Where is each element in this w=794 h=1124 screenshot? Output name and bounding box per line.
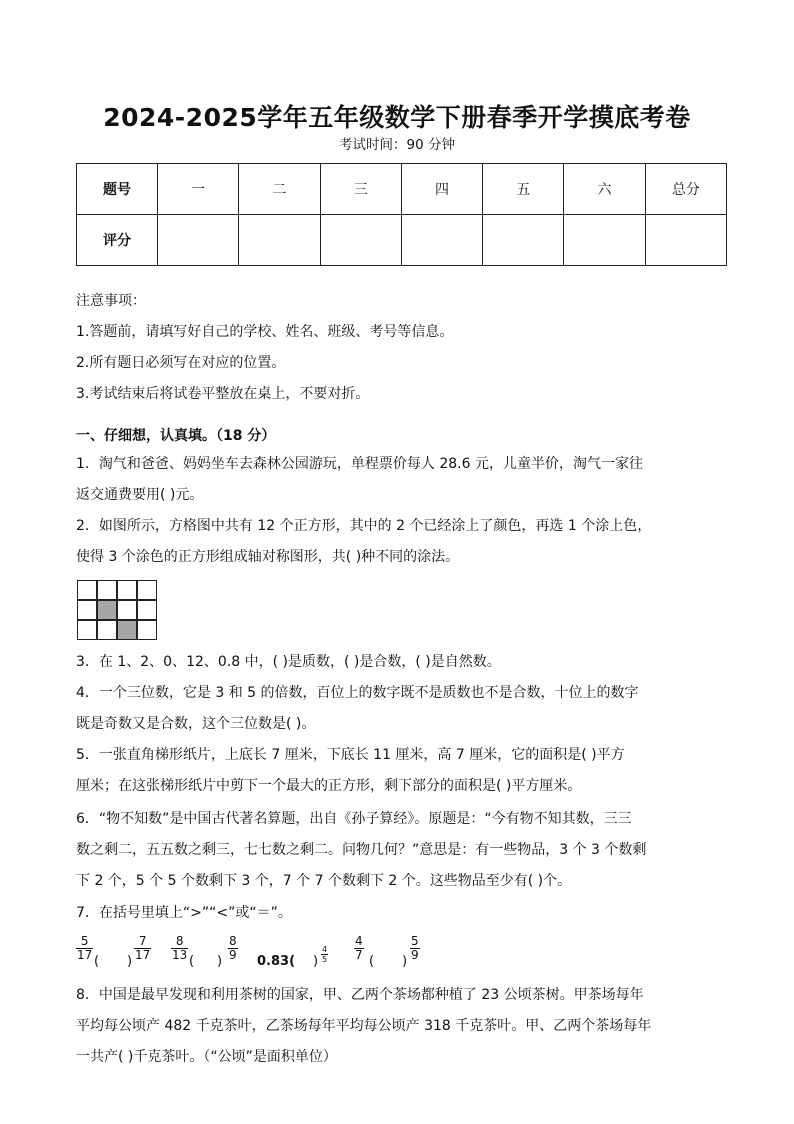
grid-cell (138, 621, 157, 640)
question-7 (76, 898, 726, 929)
grid-cell (98, 581, 117, 600)
answer-blank-open[interactable]: ( (189, 954, 195, 969)
fraction: $\frac{8}{9}$ (229, 934, 237, 962)
grid-cell (78, 581, 97, 600)
note-item: 1.答题前，请填写好自己的学校、姓名、班级、考号等信息。 (76, 324, 454, 340)
fraction: $\frac{4}{7}$ (355, 934, 363, 962)
answer-blank-close: ) (313, 954, 319, 969)
grid-cell (118, 581, 137, 600)
note-item: 3.考试结束后将试卷平整放在桌上，不要对折。 (76, 386, 370, 402)
question-2 (76, 511, 726, 573)
score-table-cell: 五 (483, 164, 564, 215)
square-grid-figure (77, 580, 157, 640)
score-table-cell: 四 (401, 164, 482, 215)
fraction: $\frac{4}{5}$ (322, 945, 328, 964)
section-heading: 一、仔细想，认真填。（18 分） (76, 428, 276, 444)
question-line: 返交通费要用( )元。 (76, 487, 204, 503)
score-table-cell: 三 (320, 164, 401, 215)
score-input-cell[interactable] (483, 215, 564, 266)
question-5 (76, 740, 726, 802)
answer-blank-close: ) (402, 954, 408, 969)
score-input-cell[interactable] (320, 215, 401, 266)
grid-cell (98, 621, 117, 640)
question-line: 6．“物不知数”是中国古代著名算题，出自《孙子算经》。原题是：“今有物不知其数，三三 (76, 811, 632, 827)
exam-title: 2024-2025学年五年级数学下册春季开学摸底考卷 (103, 103, 691, 132)
score-table-cell: 题号 (77, 164, 158, 215)
question-3 (76, 647, 726, 678)
question-line: 7．在括号里填上“>”“<”或“＝”。 (76, 905, 292, 921)
question-6 (76, 804, 726, 897)
question-line: 4．一个三位数，它是 3 和 5 的倍数，百位上的数字既不是质数也不是合数，十位上的数字 (76, 685, 639, 701)
question-line: 数之剩二，五五数之剩三，七七数之剩二。问物几何？”意思是：有一些物品，3 个 3 个数剩 (76, 842, 647, 858)
grid-cell (78, 621, 97, 640)
question-line: 既是奇数又是合数，这个三位数是( )。 (76, 716, 316, 732)
grid-cell (78, 601, 97, 620)
question-line: 平均每公顷产 482 千克茶叶，乙茶场每年平均每公顷产 318 千克茶叶。甲、乙两个茶场每年 (76, 1018, 652, 1034)
answer-blank-close: ) (217, 954, 223, 969)
notes-section (76, 286, 453, 410)
answer-blank-open[interactable]: ( (94, 954, 100, 969)
grid-cell (138, 581, 157, 600)
fraction: $\frac{5}{9}$ (411, 934, 419, 962)
grid-cell-shaded (118, 621, 137, 640)
question-line: 一共产( )千克茶叶。（“公顷”是面积单位） (76, 1049, 337, 1065)
score-input-cell[interactable] (564, 215, 645, 266)
answer-blank-close: ) (127, 954, 133, 969)
question-line: 3．在 1、2、0、12、0.8 中，( )是质数，( )是合数，( )是自然数。 (76, 654, 501, 670)
question-line: 1．淘气和爸爸、妈妈坐车去森林公园游玩，单程票价每人 28.6 元，儿童半价，淘气一家往 (76, 456, 643, 472)
score-table-cell: 二 (239, 164, 320, 215)
question-line: 下 2 个，5 个 5 个数剩下 3 个，7 个 7 个数剩下 2 个。这些物品至少有( )个。 (76, 873, 572, 889)
question-8 (76, 980, 726, 1073)
notes-heading: 注意事项： (76, 293, 146, 309)
question-line: 8．中国是最早发现和利用茶树的国家，甲、乙两个茶场都种植了 23 公顷茶树。甲茶场每年 (76, 987, 644, 1003)
score-table-cell: 六 (564, 164, 645, 215)
score-table-header-row (77, 164, 727, 215)
decimal-value[interactable]: 0.83( (257, 954, 296, 969)
question-1 (76, 449, 726, 511)
grid-cell (138, 601, 157, 620)
score-table-cell: 一 (158, 164, 239, 215)
score-input-cell[interactable] (401, 215, 482, 266)
exam-duration: 考试时间：90 分钟 (339, 137, 455, 153)
question-line: 2．如图所示，方格图中共有 12 个正方形，其中的 2 个已经涂上了颜色，再选 1 个涂上色， (76, 518, 652, 534)
question-4 (76, 678, 726, 740)
grid-cell-shaded (98, 601, 117, 620)
fraction: $\frac{5}{17}$ (77, 934, 93, 962)
note-item: 2.所有题日必须写在对应的位置。 (76, 355, 286, 371)
answer-blank-open[interactable]: ( (369, 954, 375, 969)
fraction: $\frac{8}{13}$ (172, 934, 188, 962)
score-table-score-row (77, 215, 727, 266)
score-table (76, 163, 727, 266)
grid-cell (118, 601, 137, 620)
score-input-cell[interactable] (645, 215, 726, 266)
score-row-label: 评分 (77, 215, 158, 266)
question-line: 使得 3 个涂色的正方形组成轴对称图形，共( )种不同的涂法。 (76, 549, 460, 565)
compare-row (76, 932, 726, 972)
score-table-cell: 总分 (645, 164, 726, 215)
question-line: 5．一张直角梯形纸片，上底长 7 厘米，下底长 11 厘米，高 7 厘米，它的面积是( )平方 (76, 747, 625, 763)
fraction: $\frac{7}{17}$ (135, 934, 151, 962)
score-input-cell[interactable] (158, 215, 239, 266)
score-input-cell[interactable] (239, 215, 320, 266)
question-line: 厘米；在这张梯形纸片中剪下一个最大的正方形，剩下部分的面积是( )平方厘米。 (76, 778, 582, 794)
